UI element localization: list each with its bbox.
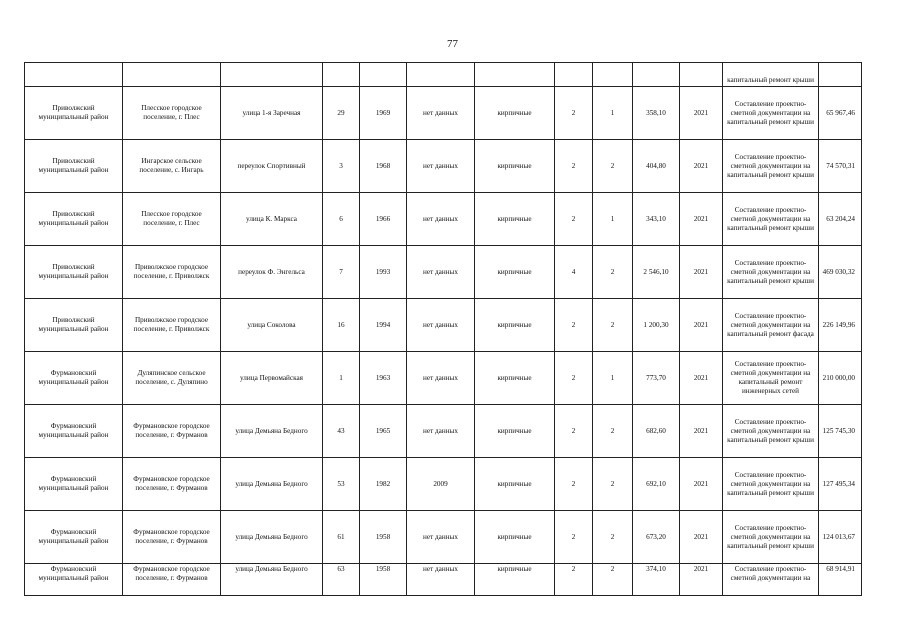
cell-area: 2 546,10 bbox=[633, 246, 680, 299]
cell-floors: 2 bbox=[555, 299, 593, 352]
cell-street: улица Демьяна Бедного bbox=[221, 511, 323, 564]
cell-entrances: 2 bbox=[593, 299, 633, 352]
cell-house: 7 bbox=[323, 246, 360, 299]
cell-floors: 2 bbox=[555, 564, 593, 596]
cell-repair-year: 2009 bbox=[407, 458, 475, 511]
table-row bbox=[25, 87, 862, 140]
cell-settlement: Плесское городское поселение, г. Плес bbox=[123, 87, 221, 140]
cell-settlement bbox=[123, 63, 221, 87]
cell-year: 1963 bbox=[360, 352, 407, 405]
cell-district: Приволжский муниципальный район bbox=[25, 299, 123, 352]
cell-street: улица К. Маркса bbox=[221, 193, 323, 246]
cell-cost: 226 149,96 bbox=[819, 299, 862, 352]
cell-entrances: 2 bbox=[593, 140, 633, 193]
cell-street bbox=[221, 63, 323, 87]
cell-plan-year bbox=[680, 63, 723, 87]
cell-plan-year: 2021 bbox=[680, 405, 723, 458]
cell-floors: 2 bbox=[555, 140, 593, 193]
cell-cost: 469 030,32 bbox=[819, 246, 862, 299]
cell-work: Составление проектно-сметной документации на капитальный ремонт инженерных сетей bbox=[723, 352, 819, 405]
cell-material: кирпичные bbox=[475, 405, 555, 458]
cell-street: улица Соколова bbox=[221, 299, 323, 352]
cell-repair-year: нет данных bbox=[407, 299, 475, 352]
cell-repair-year: нет данных bbox=[407, 140, 475, 193]
cell-area: 343,10 bbox=[633, 193, 680, 246]
table-row bbox=[25, 458, 862, 511]
cell-work: Составление проектно-сметной документации на капитальный ремонт крыши bbox=[723, 140, 819, 193]
housing-repair-table bbox=[24, 62, 862, 596]
cell-street: переулок Ф. Энгельса bbox=[221, 246, 323, 299]
cell-floors: 2 bbox=[555, 405, 593, 458]
cell-street: переулок Спортивный bbox=[221, 140, 323, 193]
cell-plan-year: 2021 bbox=[680, 458, 723, 511]
cell-work: Составление проектно-сметной документации на капитальный ремонт крыши bbox=[723, 87, 819, 140]
cell-cost: 127 495,34 bbox=[819, 458, 862, 511]
cell-material: кирпичные bbox=[475, 352, 555, 405]
cell-house: 3 bbox=[323, 140, 360, 193]
cell-repair-year: нет данных bbox=[407, 246, 475, 299]
cell-area: 1 200,30 bbox=[633, 299, 680, 352]
cell-cost: 63 204,24 bbox=[819, 193, 862, 246]
cell-year: 1968 bbox=[360, 140, 407, 193]
cell-settlement: Ингарское сельское поселение, с. Ингарь bbox=[123, 140, 221, 193]
cell-plan-year: 2021 bbox=[680, 299, 723, 352]
cell-district: Приволжский муниципальный район bbox=[25, 246, 123, 299]
cell-plan-year: 2021 bbox=[680, 140, 723, 193]
cell-entrances: 2 bbox=[593, 458, 633, 511]
cell-settlement: Дуляпинское сельское поселение, с. Дуляпино bbox=[123, 352, 221, 405]
cell-area: 358,10 bbox=[633, 87, 680, 140]
cell-year: 1993 bbox=[360, 246, 407, 299]
cell-work: Составление проектно-сметной документации на bbox=[723, 564, 819, 596]
cell-repair-year: нет данных bbox=[407, 352, 475, 405]
cell-house: 16 bbox=[323, 299, 360, 352]
cell-cost: 210 000,00 bbox=[819, 352, 862, 405]
cell-house: 43 bbox=[323, 405, 360, 458]
cell-settlement: Фурмановское городское поселение, г. Фурманов bbox=[123, 458, 221, 511]
cell-material: кирпичные bbox=[475, 193, 555, 246]
cell-cost: 65 967,46 bbox=[819, 87, 862, 140]
table-row bbox=[25, 564, 862, 596]
table-row bbox=[25, 352, 862, 405]
table-row bbox=[25, 511, 862, 564]
cell-material: кирпичные bbox=[475, 511, 555, 564]
cell-plan-year: 2021 bbox=[680, 246, 723, 299]
cell-house: 6 bbox=[323, 193, 360, 246]
cell-house: 29 bbox=[323, 87, 360, 140]
cell-floors: 2 bbox=[555, 458, 593, 511]
cell-cost: 125 745,30 bbox=[819, 405, 862, 458]
table-row bbox=[25, 140, 862, 193]
cell-year: 1982 bbox=[360, 458, 407, 511]
cell-entrances: 2 bbox=[593, 246, 633, 299]
cell-district: Приволжский муниципальный район bbox=[25, 140, 123, 193]
cell-repair-year: нет данных bbox=[407, 193, 475, 246]
cell-work: Составление проектно-сметной документации на капитальный ремонт фасада bbox=[723, 299, 819, 352]
cell-entrances: 2 bbox=[593, 405, 633, 458]
cell-house: 63 bbox=[323, 564, 360, 596]
table-row-continued bbox=[25, 63, 862, 87]
table-row bbox=[25, 299, 862, 352]
cell-cost: 68 914,91 bbox=[819, 564, 862, 596]
cell-repair-year: нет данных bbox=[407, 511, 475, 564]
cell-entrances: 1 bbox=[593, 87, 633, 140]
table-row bbox=[25, 193, 862, 246]
cell-floors: 2 bbox=[555, 193, 593, 246]
cell-district: Фурмановский муниципальный район bbox=[25, 458, 123, 511]
cell-district: Приволжский муниципальный район bbox=[25, 193, 123, 246]
cell-cost: 74 570,31 bbox=[819, 140, 862, 193]
cell-year: 1966 bbox=[360, 193, 407, 246]
cell-entrances: 1 bbox=[593, 193, 633, 246]
cell-material: кирпичные bbox=[475, 458, 555, 511]
cell-year: 1969 bbox=[360, 87, 407, 140]
cell-floors bbox=[555, 63, 593, 87]
cell-cost bbox=[819, 63, 862, 87]
cell-district: Фурмановский муниципальный район bbox=[25, 564, 123, 596]
cell-district: Фурмановский муниципальный район bbox=[25, 405, 123, 458]
cell-street: улица Демьяна Бедного bbox=[221, 458, 323, 511]
cell-area: 773,70 bbox=[633, 352, 680, 405]
cell-entrances: 1 bbox=[593, 352, 633, 405]
cell-plan-year: 2021 bbox=[680, 193, 723, 246]
cell-material bbox=[475, 63, 555, 87]
cell-district bbox=[25, 63, 123, 87]
cell-street: улица Демьяна Бедного bbox=[221, 564, 323, 596]
cell-work: Составление проектно-сметной документации на капитальный ремонт крыши bbox=[723, 458, 819, 511]
cell-material: кирпичные bbox=[475, 564, 555, 596]
cell-district: Фурмановский муниципальный район bbox=[25, 352, 123, 405]
cell-work: капитальный ремонт крыши bbox=[723, 63, 819, 87]
cell-material: кирпичные bbox=[475, 299, 555, 352]
cell-plan-year: 2021 bbox=[680, 564, 723, 596]
cell-settlement: Приволжское городское поселение, г. Приволжск bbox=[123, 299, 221, 352]
cell-district: Приволжский муниципальный район bbox=[25, 87, 123, 140]
cell-year bbox=[360, 63, 407, 87]
cell-settlement: Фурмановское городское поселение, г. Фурманов bbox=[123, 405, 221, 458]
cell-street: улица Демьяна Бедного bbox=[221, 405, 323, 458]
cell-floors: 2 bbox=[555, 511, 593, 564]
cell-work: Составление проектно-сметной документации на капитальный ремонт крыши bbox=[723, 246, 819, 299]
cell-house bbox=[323, 63, 360, 87]
cell-repair-year: нет данных bbox=[407, 564, 475, 596]
cell-floors: 4 bbox=[555, 246, 593, 299]
cell-settlement: Приволжское городское поселение, г. Приволжск bbox=[123, 246, 221, 299]
cell-street: улица Первомайская bbox=[221, 352, 323, 405]
cell-settlement: Плесское городское поселение, г. Плес bbox=[123, 193, 221, 246]
cell-entrances bbox=[593, 63, 633, 87]
cell-year: 1965 bbox=[360, 405, 407, 458]
cell-house: 1 bbox=[323, 352, 360, 405]
table-row bbox=[25, 405, 862, 458]
cell-floors: 2 bbox=[555, 87, 593, 140]
cell-year: 1958 bbox=[360, 511, 407, 564]
cell-plan-year: 2021 bbox=[680, 511, 723, 564]
cell-cost: 124 013,67 bbox=[819, 511, 862, 564]
cell-area: 404,80 bbox=[633, 140, 680, 193]
cell-material: кирпичные bbox=[475, 140, 555, 193]
cell-material: кирпичные bbox=[475, 246, 555, 299]
cell-plan-year: 2021 bbox=[680, 87, 723, 140]
cell-area: 673,20 bbox=[633, 511, 680, 564]
cell-settlement: Фурмановское городское поселение, г. Фурманов bbox=[123, 564, 221, 596]
cell-year: 1958 bbox=[360, 564, 407, 596]
cell-district: Фурмановский муниципальный район bbox=[25, 511, 123, 564]
cell-floors: 2 bbox=[555, 352, 593, 405]
cell-plan-year: 2021 bbox=[680, 352, 723, 405]
cell-work: Составление проектно-сметной документации на капитальный ремонт крыши bbox=[723, 193, 819, 246]
cell-house: 61 bbox=[323, 511, 360, 564]
cell-entrances: 2 bbox=[593, 564, 633, 596]
cell-entrances: 2 bbox=[593, 511, 633, 564]
cell-material: кирпичные bbox=[475, 87, 555, 140]
cell-area: 692,10 bbox=[633, 458, 680, 511]
cell-area: 374,10 bbox=[633, 564, 680, 596]
cell-street: улица 1-я Заречная bbox=[221, 87, 323, 140]
cell-area bbox=[633, 63, 680, 87]
page-number: 77 bbox=[447, 38, 458, 50]
cell-settlement: Фурмановское городское поселение, г. Фурманов bbox=[123, 511, 221, 564]
cell-area: 682,60 bbox=[633, 405, 680, 458]
cell-repair-year: нет данных bbox=[407, 405, 475, 458]
cell-house: 53 bbox=[323, 458, 360, 511]
cell-year: 1994 bbox=[360, 299, 407, 352]
cell-work: Составление проектно-сметной документации на капитальный ремонт крыши bbox=[723, 511, 819, 564]
cell-repair-year: нет данных bbox=[407, 87, 475, 140]
cell-work: Составление проектно-сметной документации на капитальный ремонт крыши bbox=[723, 405, 819, 458]
table-row bbox=[25, 246, 862, 299]
cell-repair-year bbox=[407, 63, 475, 87]
